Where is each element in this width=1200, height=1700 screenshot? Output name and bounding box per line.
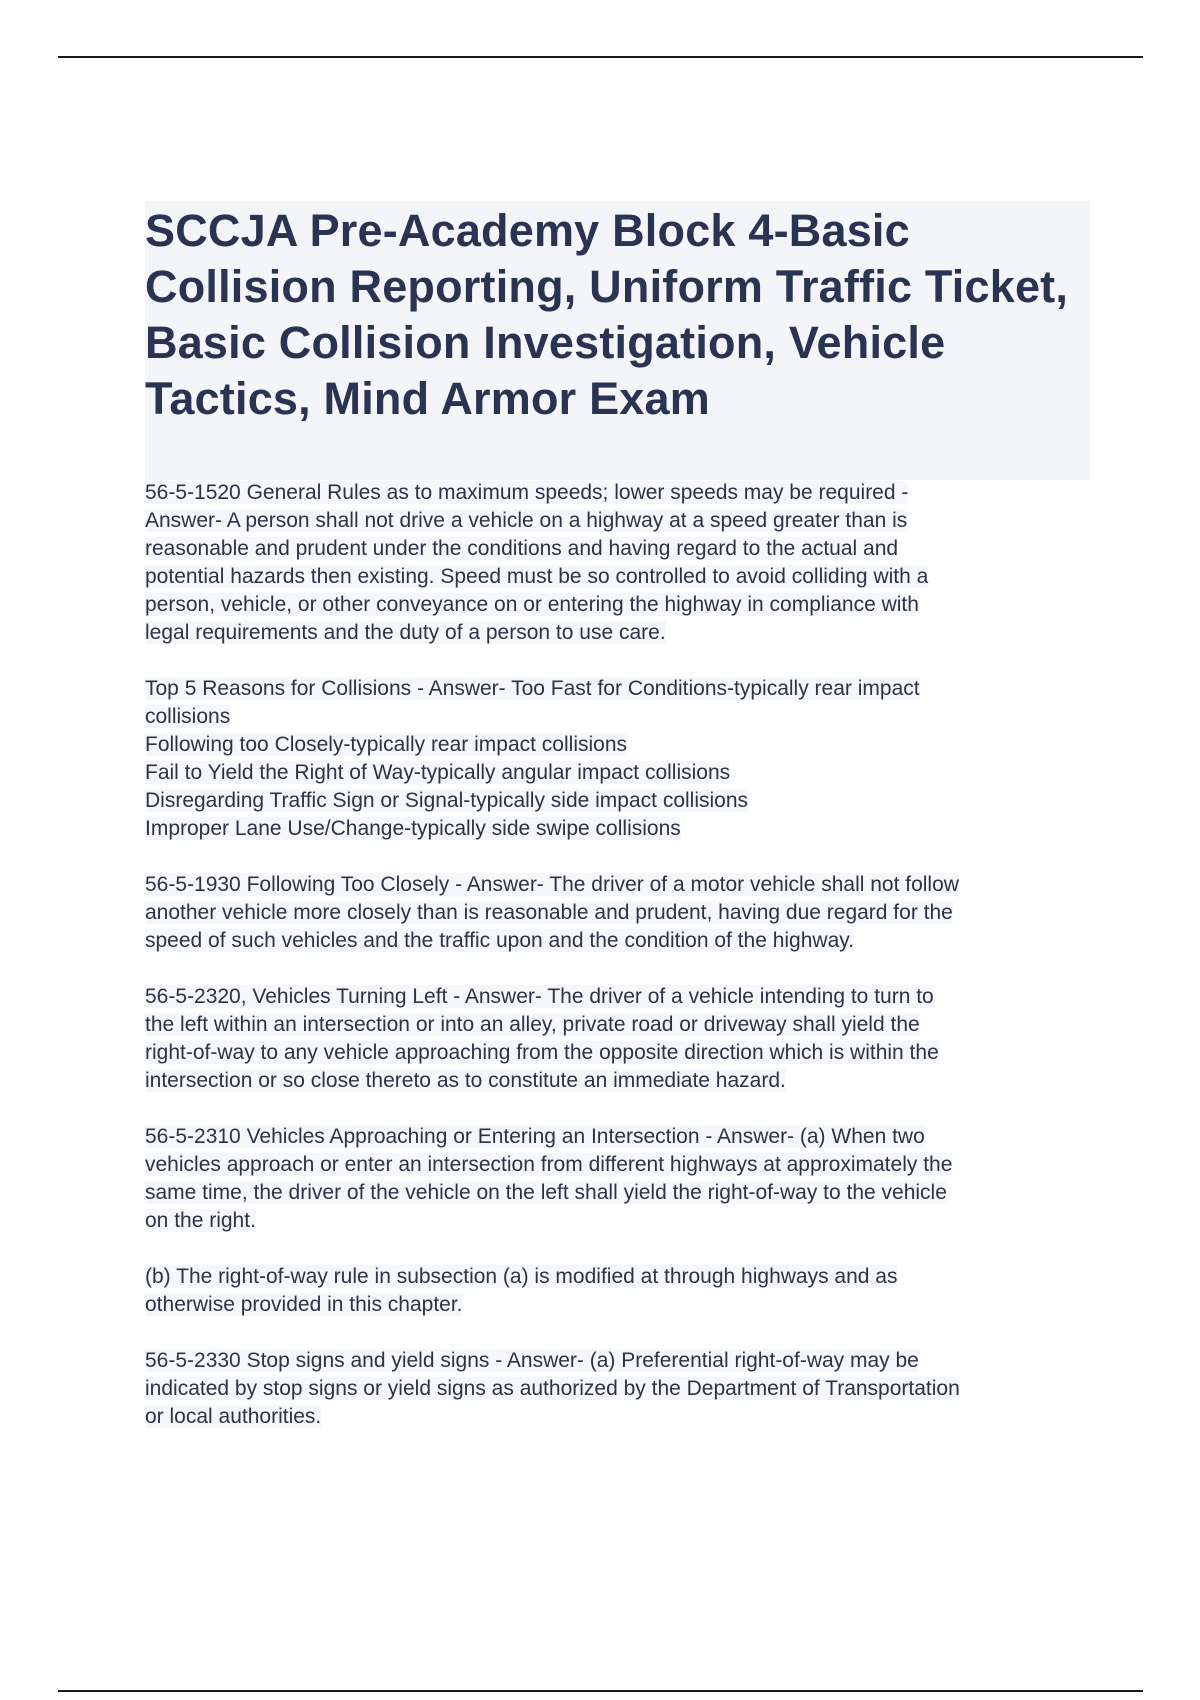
card-line: same time, the driver of the vehicle on the left shall yield the right-of-way to the vehicle: [145, 1181, 947, 1204]
document-title: SCCJA Pre-Academy Block 4-Basic Collision Reporting, Uniform Traffic Ticket, Basic Collision Investigation, Vehicle Tactics, Mind Armor Exam: [145, 205, 1069, 424]
card-line: otherwise provided in this chapter.: [145, 1293, 463, 1316]
card-line: on the right.: [145, 1209, 256, 1232]
card-line: intersection or so close thereto as to constitute an immediate hazard.: [145, 1069, 786, 1092]
card-top-5-reasons: [145, 675, 1095, 843]
card-approaching-intersection: [145, 1123, 1095, 1235]
card-line: Following too Closely-typically rear impact collisions: [145, 733, 628, 756]
card-line: 56-5-1520 General Rules as to maximum speeds; lower speeds may be required -: [145, 481, 909, 504]
card-line: reasonable and prudent under the conditions and having regard to the actual and: [145, 537, 899, 560]
content-body: [145, 479, 1095, 1459]
title-block: [145, 201, 1090, 480]
card-line: (b) The right-of-way rule in subsection (a) is modified at through highways and as: [145, 1265, 898, 1288]
card-line: potential hazards then existing. Speed must be so controlled to avoid colliding with a: [145, 565, 929, 588]
card-line: the left within an intersection or into an alley, private road or driveway shall yield the: [145, 1013, 920, 1036]
card-line: indicated by stop signs or yield signs as authorized by the Department of Transportation: [145, 1377, 960, 1400]
card-line: right-of-way to any vehicle approaching from the opposite direction which is within the: [145, 1041, 939, 1064]
card-speed-rules: [145, 479, 1095, 647]
card-stop-yield-signs: [145, 1347, 1095, 1431]
card-line: 56-5-2310 Vehicles Approaching or Entering an Intersection - Answer- (a) When two: [145, 1125, 925, 1148]
card-line: legal requirements and the duty of a person to use care.: [145, 621, 666, 644]
top-rule: [58, 56, 1143, 58]
card-line: person, vehicle, or other conveyance on or entering the highway in compliance with: [145, 593, 919, 616]
card-line: 56-5-2320, Vehicles Turning Left - Answer- The driver of a vehicle intending to turn to: [145, 985, 934, 1008]
card-line: 56-5-2330 Stop signs and yield signs - Answer- (a) Preferential right-of-way may be: [145, 1349, 919, 1372]
card-line: another vehicle more closely than is reasonable and prudent, having due regard for the: [145, 901, 953, 924]
card-line: Improper Lane Use/Change-typically side swipe collisions: [145, 817, 681, 840]
card-line: Disregarding Traffic Sign or Signal-typically side impact collisions: [145, 789, 749, 812]
card-line: speed of such vehicles and the traffic upon and the condition of the highway.: [145, 929, 855, 952]
card-line: Fail to Yield the Right of Way-typically angular impact collisions: [145, 761, 731, 784]
card-line: collisions: [145, 705, 231, 728]
card-right-of-way-subsection-b: [145, 1263, 1095, 1319]
card-following-too-closely: [145, 871, 1095, 955]
card-line: 56-5-1930 Following Too Closely - Answer- The driver of a motor vehicle shall not follow: [145, 873, 959, 896]
card-line: Answer- A person shall not drive a vehicle on a highway at a speed greater than is: [145, 509, 908, 532]
card-turning-left: [145, 983, 1095, 1095]
bottom-rule: [58, 1690, 1143, 1692]
card-line: Top 5 Reasons for Collisions - Answer- Too Fast for Conditions-typically rear impact: [145, 677, 920, 700]
card-line: vehicles approach or enter an intersection from different highways at approximately the: [145, 1153, 953, 1176]
card-line: or local authorities.: [145, 1405, 322, 1428]
